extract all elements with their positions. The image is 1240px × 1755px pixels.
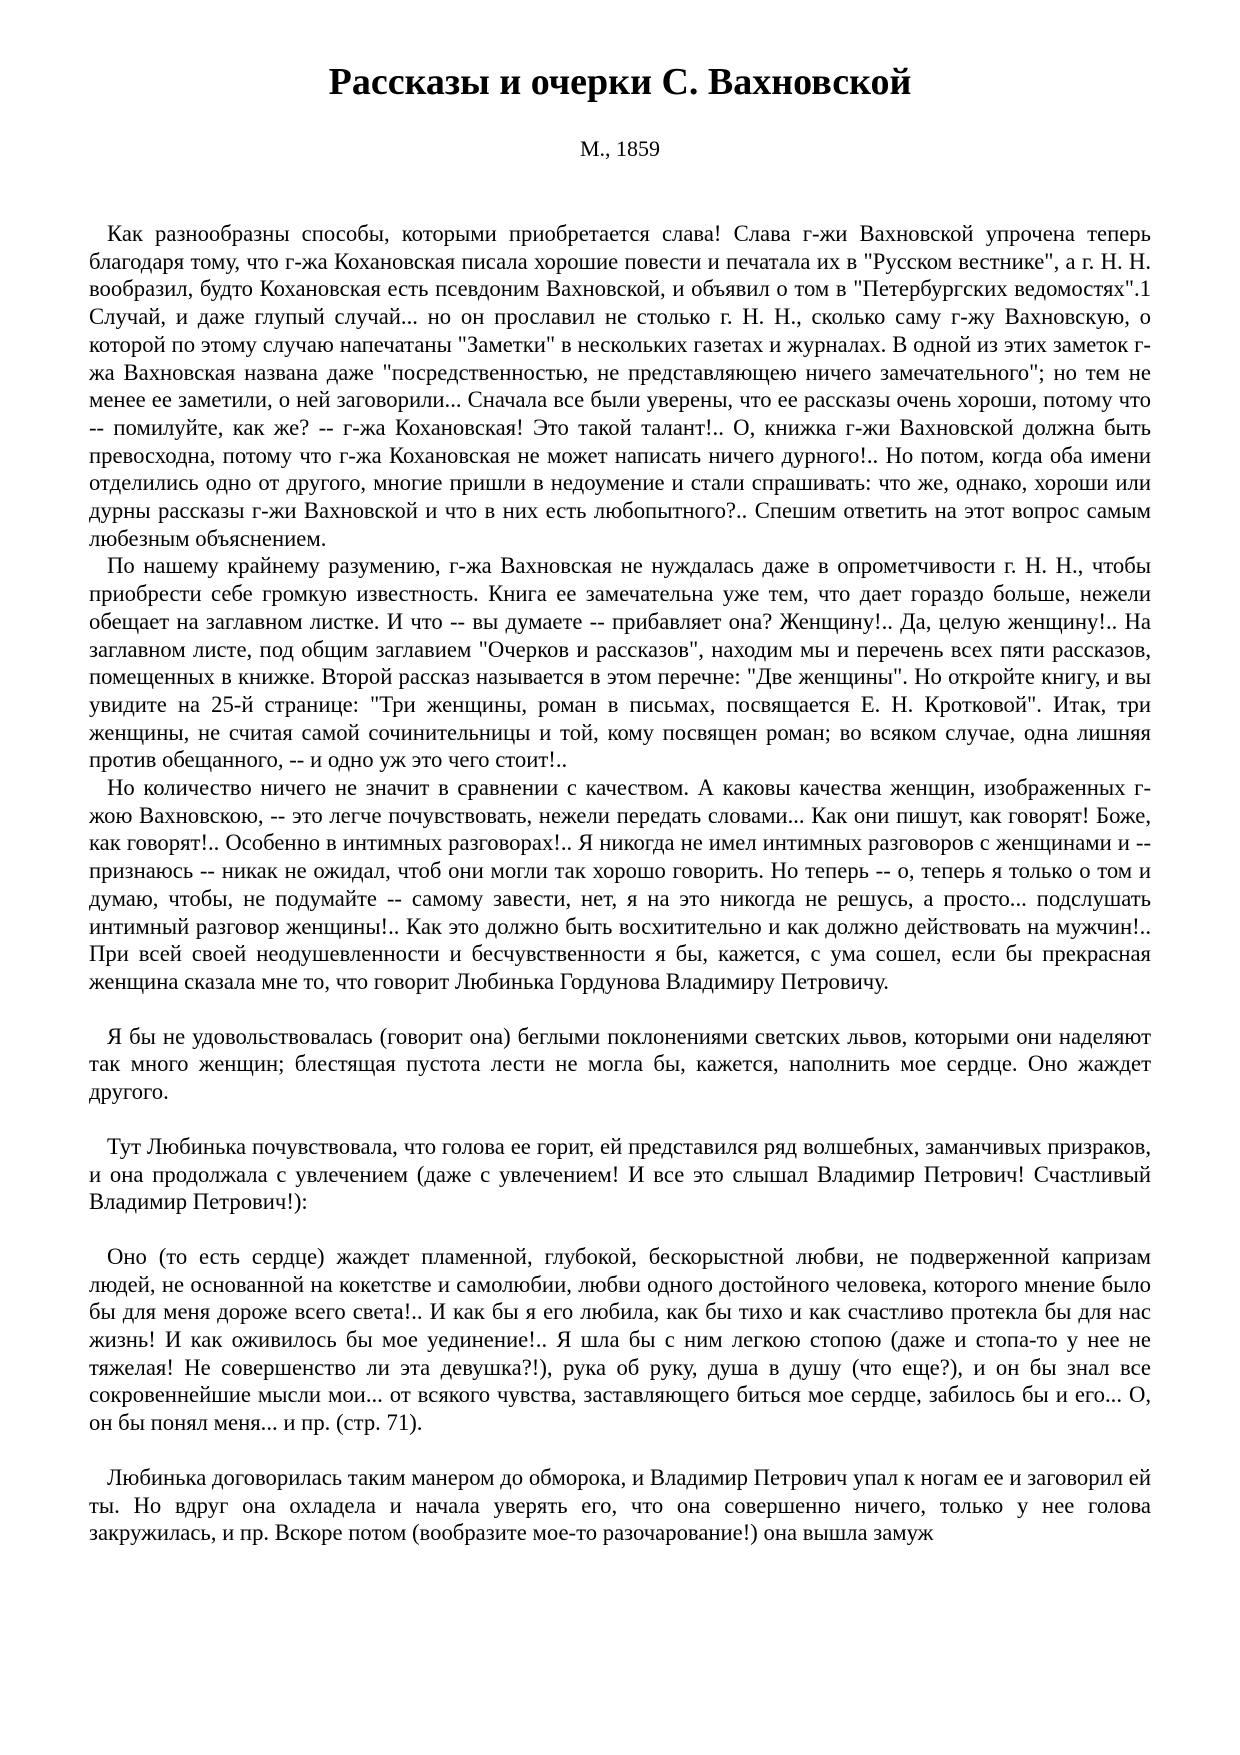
quote-paragraph: Оно (то есть сердце) жаждет пламенной, глубокой, бескорыстной любви, не подверженной капризам людей, не основанной на кокетстве и самолюбии, любви одного достойного человека, которого мнение было бы для меня дороже всего света!.. И как бы я его любила, как бы тихо и как счастливо протекла бы для нас жизнь! И как оживилось бы мое уединение!.. Я шла бы с ним легкою стопою (даже и стопа-то у нее не тяжелая! Не совершенство ли эта девушка?!), рука об руку, душа в душу (что еще?), и он бы знал все сокровеннейшие мысли мои... от всякого чувства, заставляющего биться мое сердце, забилось бы и его... О, он бы понял меня... и пр. (стр. 71). xyxy=(89,1243,1151,1436)
paragraph: Но количество ничего не значит в сравнении с качеством. А каковы качества женщин, изображенных г-жою Вахновскою, -- это легче почувствовать, нежели передать словами... Как они пишут, как говорят! Боже, как говорят!.. Особенно в интимных разговорах!.. Я никогда не имел интимных разговоров с женщинами и -- признаюсь -- никак не ожидал, чтоб они могли так хорошо говорить. Но теперь -- о, теперь я только о том и думаю, чтобы, не подумайте -- самому завести, нет, я на это никогда не решусь, а просто... подслушать интимный разговор женщины!.. Как это должно быть восхитительно и как должно действовать на мужчин!.. При всей своей неодушевленности и бесчувственности я бы, кажется, с ума сошел, если бы прекрасная женщина сказала мне то, что говорит Любинька Гордунова Владимиру Петровичу. xyxy=(89,775,1151,994)
quote-paragraph: Я бы не удовольствовалась (говорит она) беглыми поклонениями светских львов, которыми они наделяют так много женщин; блестящая пустота лести не могла бы, кажется, наполнить мое сердце. Оно жаждет другого. xyxy=(89,1023,1151,1105)
paragraph: Как разнообразны способы, которыми приобретается слава! Слава г-жи Вахновской упрочена теперь благодаря тому, что г-жа Кохановская писала хорошие повести и печатала их в "Русском вестнике", а г. Н. Н. вообразил, будто Кохановская есть псевдоним Вахновской, и объявил о том в "Петербургских ведомостях".1 Случай, и даже глупый случай... но он прославил не столько г. Н. Н., сколько саму г-жу Вахновскую, о которой по этому случаю напечатаны "Заметки" в нескольких газетах и журналах. В одной из этих заметок г-жа Вахновская названа даже "посредственностью, не представляющею ничего замечательного"; но тем не менее ее заметили, о ней заговорили... Сначала все были уверены, что ее рассказы очень хороши, потому что -- помилуйте, как же? -- г-жа Кохановская! Это такой талант!.. О, книжка г-жи Вахновской должна быть превосходна, потому что г-жа Кохановская не может написать ничего дурного!.. Но потом, когда оба имени отделились одно от другого, многие пришли в недоумение и стали спрашивать: что же, однако, хороши или дурны рассказы г-жи Вахновской и что в них есть любопытного?.. Спешим ответить на этот вопрос самым любезным объяснением. xyxy=(89,221,1151,551)
paragraph: Любинька договорилась таким манером до обморока, и Владимир Петрович упал к ногам ее и заговорил ей ты. Но вдруг она охладела и начала уверять его, что она совершенно ничего, только у нее голова закружилась, и пр. Вскоре потом (вообразите мое-то разочарование!) она вышла замуж xyxy=(89,1464,1151,1546)
publication-info: М., 1859 xyxy=(579,136,661,161)
article-body xyxy=(89,220,1151,1547)
paragraph: Тут Любинька почувствовала, что голова ее горит, ей представился ряд волшебных, заманчивых призраков, и она продолжала с увлечением (даже с увлечением! И все это слышал Владимир Петрович! Счастливый Владимир Петрович!): xyxy=(89,1133,1151,1215)
page-title: Рассказы и очерки С. Вахновской xyxy=(328,61,912,103)
paragraph: По нашему крайнему разумению, г-жа Вахновская не нуждалась даже в опрометчивости г. Н. Н., чтобы приобрести себе громкую известность. Книга ее замечательна уже тем, что дает гораздо больше, нежели обещает на заглавном листке. И что -- вы думаете -- прибавляет она? Женщину!.. Да, целую женщину!.. На заглавном листе, под общим заглавием "Очерков и рассказов", находим мы и перечень всех пяти рассказов, помещенных в книжке. Второй рассказ называется в этом перечне: "Две женщины". Но откройте книгу, и вы увидите на 25-й странице: "Три женщины, роман в письмах, посвящается Е. Н. Кротковой". Итак, три женщины, не считая самой сочинительницы и той, кому посвящен роман; во всяком случае, одна лишняя против обещанного, -- и одно уж это чего стоит!.. xyxy=(89,553,1151,773)
